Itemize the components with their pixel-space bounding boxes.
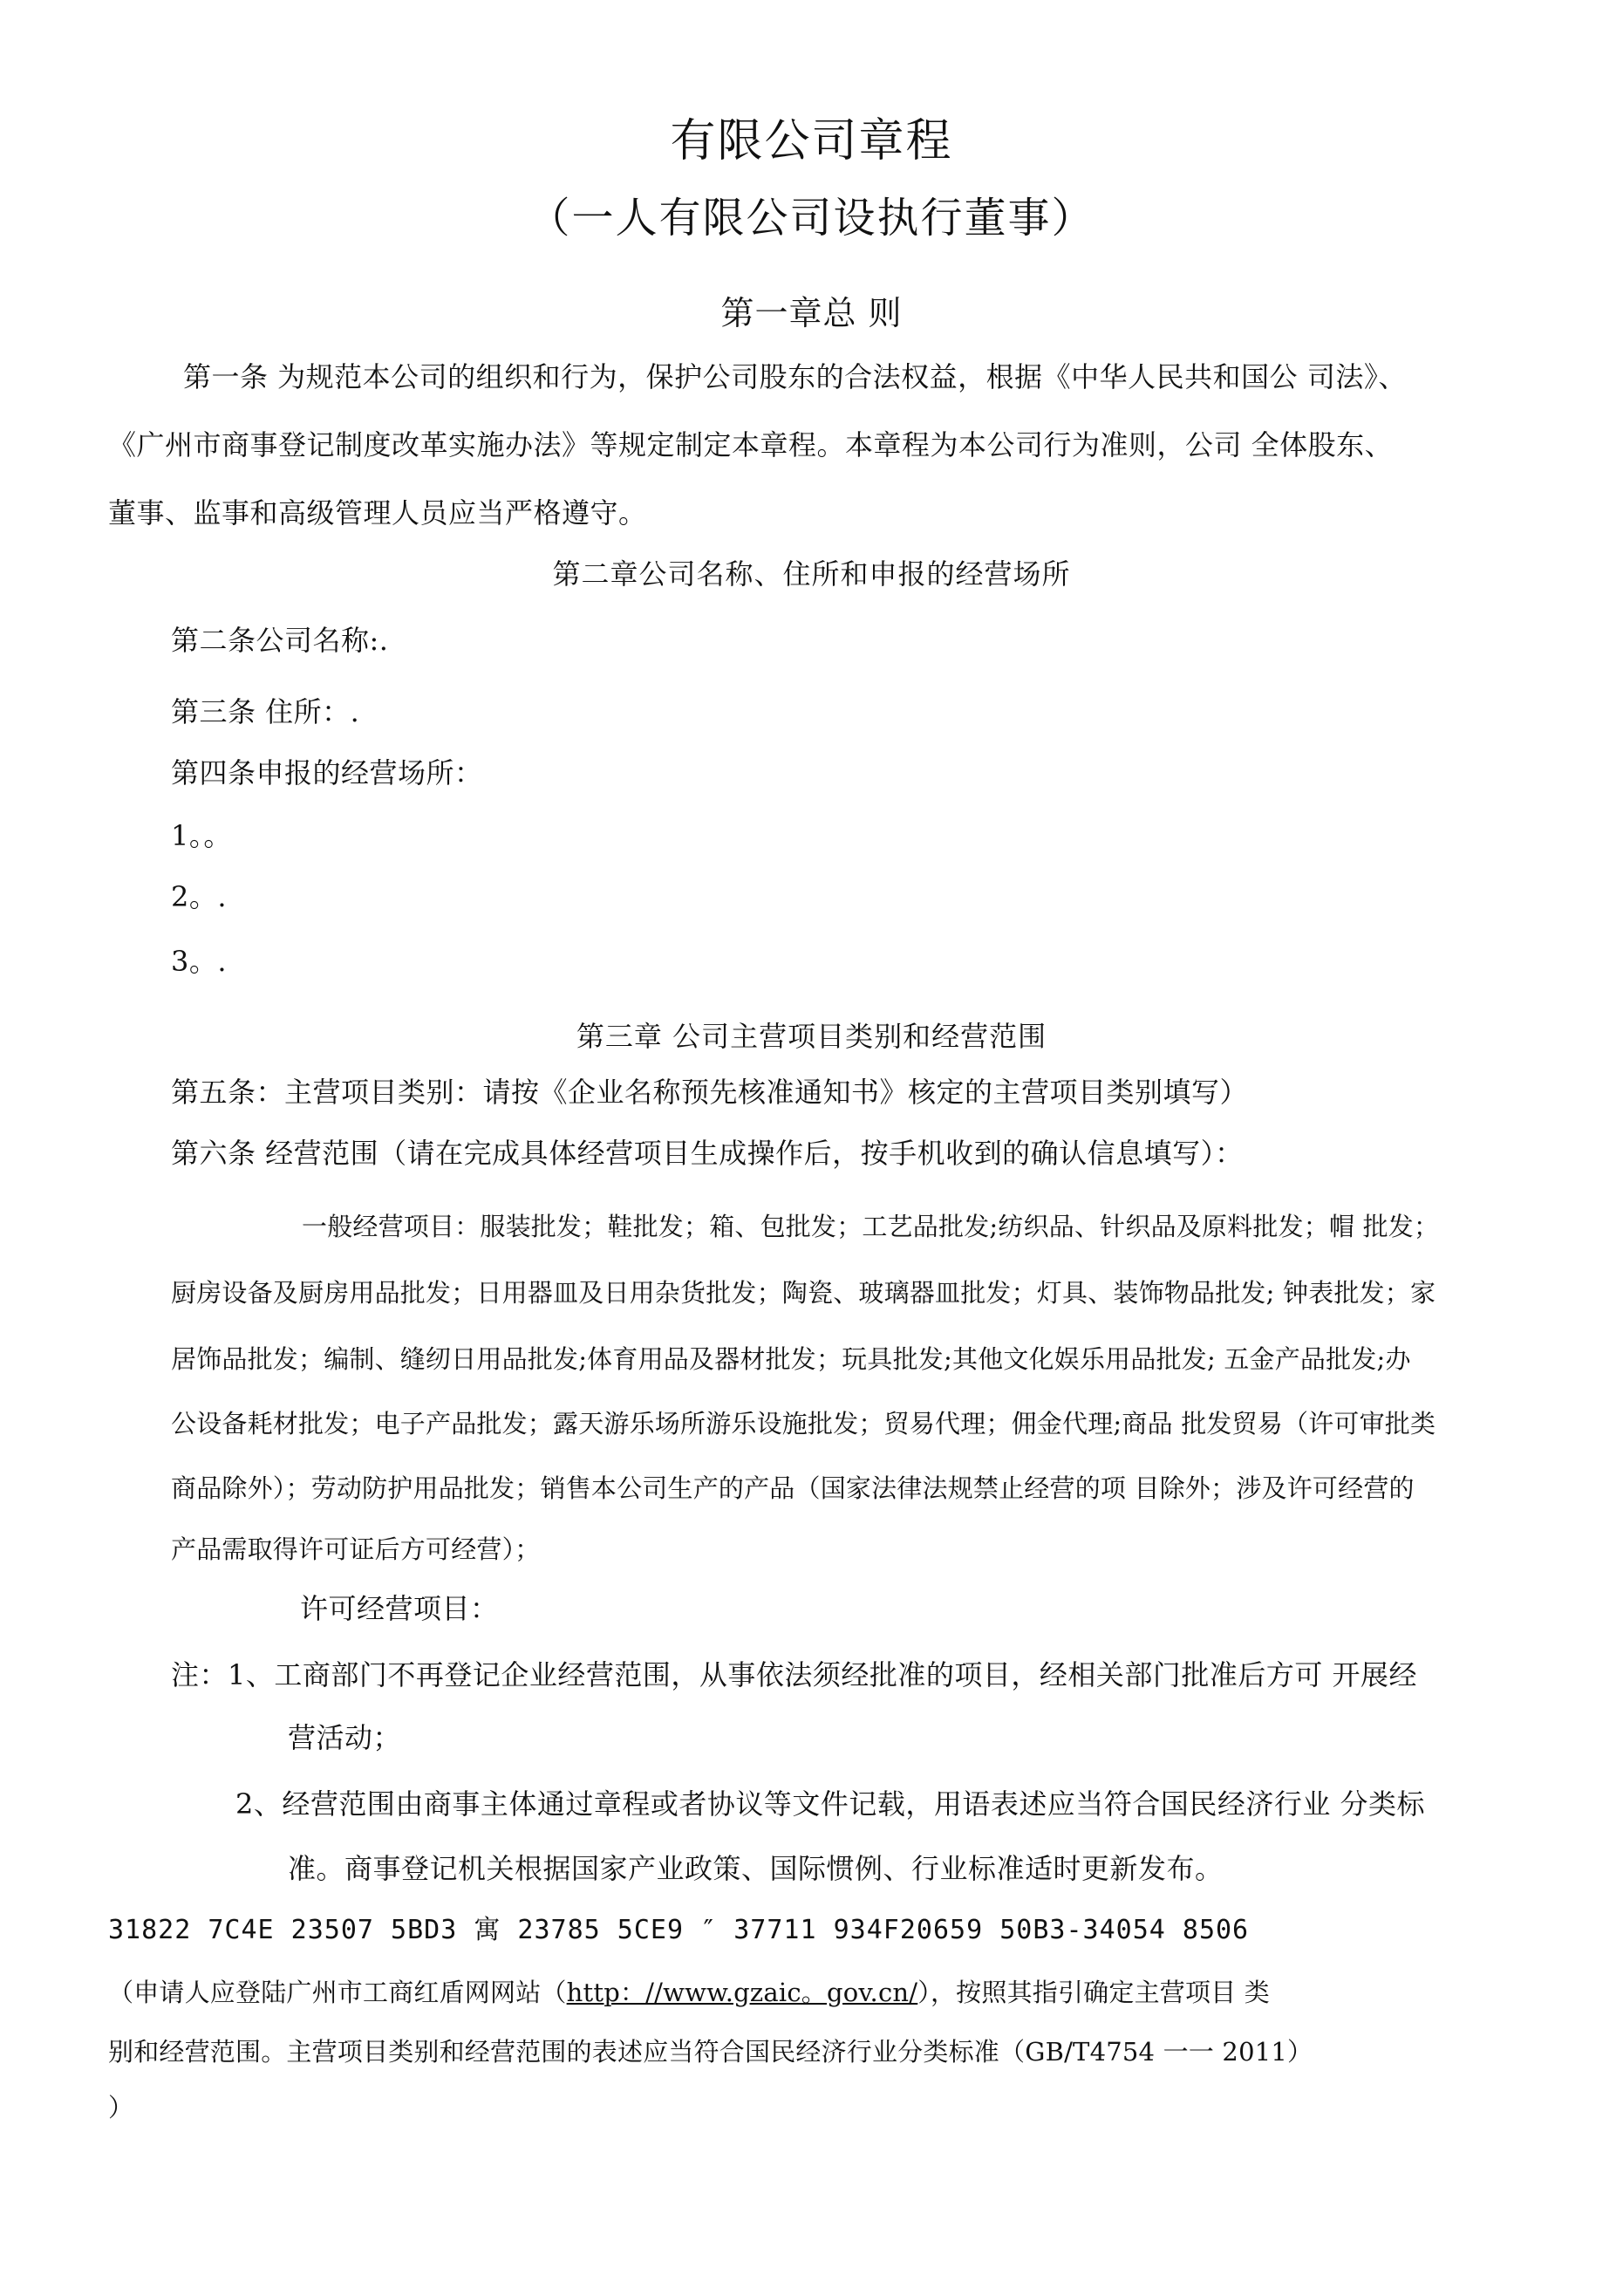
general-scope-line-5: 商品除外）；劳动防护用品批发；销售本公司生产的产品（国家法律法规禁止经营的项 目除外；涉及许可经营的 (171, 1473, 1415, 1503)
licensed-items-label: 许可经营项目： (300, 1592, 499, 1625)
location-item-3: 3。. (171, 945, 228, 978)
general-scope-line-4: 公设备耗材批发；电子产品批发；露天游乐场所游乐设施批发；贸易代理；佣金代理;商品 批发贸易（许可审批类 (171, 1409, 1436, 1438)
instruction-line-1 (108, 1980, 1270, 2006)
general-scope-line-1: 一般经营项目：服装批发；鞋批发；箱、包批发；工艺品批发;纺织品、针织品及原料批发；帽 批发； (302, 1212, 1440, 1241)
article-6: 第六条 经营范围（请在完成具体经营项目生成操作后，按手机收到的确认信息填写）： (171, 1137, 1244, 1170)
document-subtitle: （一人有限公司设执行董事） (528, 194, 1095, 243)
instruction-line-3: ） (108, 2093, 134, 2122)
article-1-line-2: 《广州市商事登记制度改革实施办法》等规定制定本章程。本章程为本公司行为准则，公司 全体股东、 (108, 428, 1394, 461)
note-2-line-1: 2、经营范围由商事主体通过章程或者协议等文件记载，用语表述应当符合国民经济行业 分类标 (235, 1787, 1426, 1821)
encoded-reference-line: 31822 7C4E 23507 5BD3 寓 23785 5CE9 ″ 37711 934F20659 50B3-34054 8506 (108, 1915, 1250, 1945)
article-2: 第二条公司名称:. (171, 624, 389, 657)
article-5: 第五条：主营项目类别：请按《企业名称预先核准通知书》核定的主营项目类别填写） (171, 1076, 1249, 1109)
general-scope-line-6: 产品需取得许可证后方可经营）； (171, 1534, 541, 1564)
location-item-1: 1。。 (171, 819, 232, 852)
article-1-line-1: 第一条 为规范本公司的组织和行为，保护公司股东的合法权益，根据《中华人民共和国公 司法》、 (183, 360, 1407, 393)
chapter-1-heading: 第一章总 则 (720, 294, 903, 332)
note-1-line-2: 营活动； (288, 1721, 402, 1754)
note-1-line-1: 注：1、工商部门不再登记企业经营范围，从事依法须经批准的项目，经相关部门批准后方可 开展经 (171, 1658, 1418, 1691)
article-1-line-3: 董事、监事和高级管理人员应当严格遵守。 (108, 496, 647, 530)
general-scope-line-3: 居饰品批发；编制、缝纫日用品批发;体育用品及器材批发；玩具批发;其他文化娱乐用品批发; 五金产品批发;办 (171, 1344, 1411, 1374)
document-title: 有限公司章程 (670, 115, 953, 167)
gzaic-website-link[interactable]: http：//www.gzaic。gov.cn/ (566, 1978, 918, 2007)
location-item-2: 2。. (171, 880, 228, 913)
instruction-prefix: （申请人应登陆广州市工商红盾网网站（ (108, 1978, 567, 2007)
note-2-line-2: 准。商事登记机关根据国家产业政策、国际惯例、行业标准适时更新发布。 (288, 1852, 1224, 1885)
article-4: 第四条申报的经营场所： (171, 756, 483, 789)
chapter-2-heading: 第二章公司名称、住所和申报的经营场所 (552, 557, 1071, 591)
article-3: 第三条 住所：. (171, 695, 360, 728)
instruction-suffix: ），按照其指引确定主营项目 类 (917, 1978, 1271, 2007)
general-scope-line-2: 厨房设备及厨房用品批发；日用器皿及日用杂货批发；陶瓷、玻璃器皿批发；灯具、装饰物品批发; 钟表批发；家 (171, 1278, 1436, 1308)
instruction-line-2: 别和经营范围。主营项目类别和经营范围的表述应当符合国民经济行业分类标准（GB/T4754 一一 2011） (108, 2037, 1313, 2067)
chapter-3-heading: 第三章 公司主营项目类别和经营范围 (576, 1020, 1047, 1053)
